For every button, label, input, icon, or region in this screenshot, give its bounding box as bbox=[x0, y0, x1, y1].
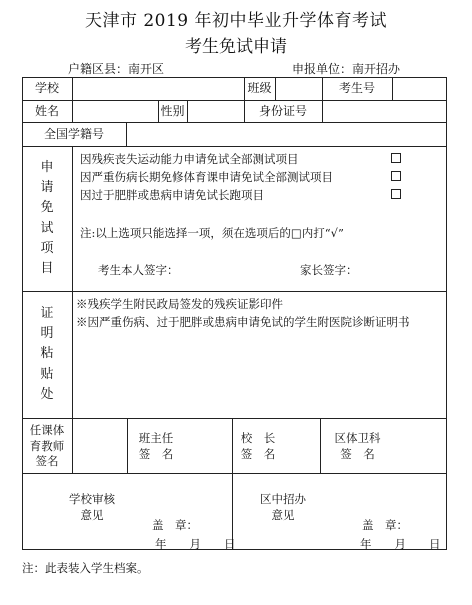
school-label: 学校 bbox=[34, 81, 59, 96]
district-date-label: 年 月 日 bbox=[360, 537, 441, 551]
apply-section-label: 申 请 免 试 项 目 bbox=[40, 160, 54, 276]
pe-teacher-signature-label: 任课体 育教师 签名 bbox=[29, 423, 65, 469]
option-2-checkbox[interactable] bbox=[391, 171, 401, 181]
student-no-label: 全国学籍号 bbox=[43, 126, 104, 141]
id-no-field[interactable] bbox=[323, 100, 446, 122]
head-teacher-signature-label: 班主任 签 名 bbox=[138, 430, 174, 461]
school-date-label: 年 月 日 bbox=[155, 537, 236, 551]
student-signature-label: 考生本人签字： bbox=[98, 263, 179, 277]
district-health-signature-label: 区体卫科 签 名 bbox=[334, 430, 381, 461]
id-no-label: 身份证号 bbox=[258, 103, 307, 118]
gender-field[interactable] bbox=[188, 100, 244, 122]
name-field[interactable] bbox=[73, 100, 158, 122]
district-review-label: 区中招办 意见 bbox=[260, 492, 306, 522]
class-label: 班级 bbox=[247, 81, 272, 96]
apply-note: 注:以上选项只能选择一项，须在选项后的□内打“√” bbox=[80, 226, 344, 240]
class-field[interactable] bbox=[276, 77, 322, 100]
student-no-field[interactable] bbox=[127, 122, 446, 146]
option-1-label: 因残疾丧失运动能力申请免试全部测试项目 bbox=[80, 152, 299, 166]
page-subtitle: 考生免试申请 bbox=[185, 37, 287, 57]
school-review-label: 学校审核 意见 bbox=[69, 492, 115, 522]
proof-item-2: ※因严重伤病、过于肥胖或患病申请免试的学生附医院诊断证明书 bbox=[76, 315, 410, 329]
parent-signature-label: 家长签字： bbox=[300, 263, 358, 277]
option-3-label: 因过于肥胖或患病申请免试长跑项目 bbox=[80, 188, 264, 202]
proof-item-1: ※残疾学生附民政局签发的残疾证影印件 bbox=[76, 297, 283, 311]
exam-no-label: 考生号 bbox=[338, 81, 375, 96]
proof-section-label: 证 明 粘 贴 处 bbox=[40, 306, 54, 402]
gender-label: 性别 bbox=[160, 103, 185, 118]
option-3-checkbox[interactable] bbox=[391, 189, 401, 199]
exam-no-field[interactable] bbox=[393, 77, 446, 100]
school-seal-label: 盖 章： bbox=[152, 518, 198, 532]
district-label: 户籍区县：南开区 bbox=[68, 62, 165, 76]
footer-note: 注：此表装入学生档案。 bbox=[22, 561, 149, 575]
option-2-label: 因严重伤病长期免修体育课申请免试全部测试项目 bbox=[80, 170, 333, 184]
page-title: 天津市 2019 年初中毕业升学体育考试 bbox=[84, 11, 388, 31]
district-seal-label: 盖 章： bbox=[362, 518, 408, 532]
table-border-right bbox=[446, 77, 447, 550]
name-label: 姓名 bbox=[34, 103, 59, 118]
option-1-checkbox[interactable] bbox=[391, 153, 401, 163]
unit-label: 申报单位：南开招办 bbox=[292, 62, 401, 76]
school-field[interactable] bbox=[73, 77, 244, 100]
principal-signature-label: 校 长 签 名 bbox=[240, 430, 276, 461]
